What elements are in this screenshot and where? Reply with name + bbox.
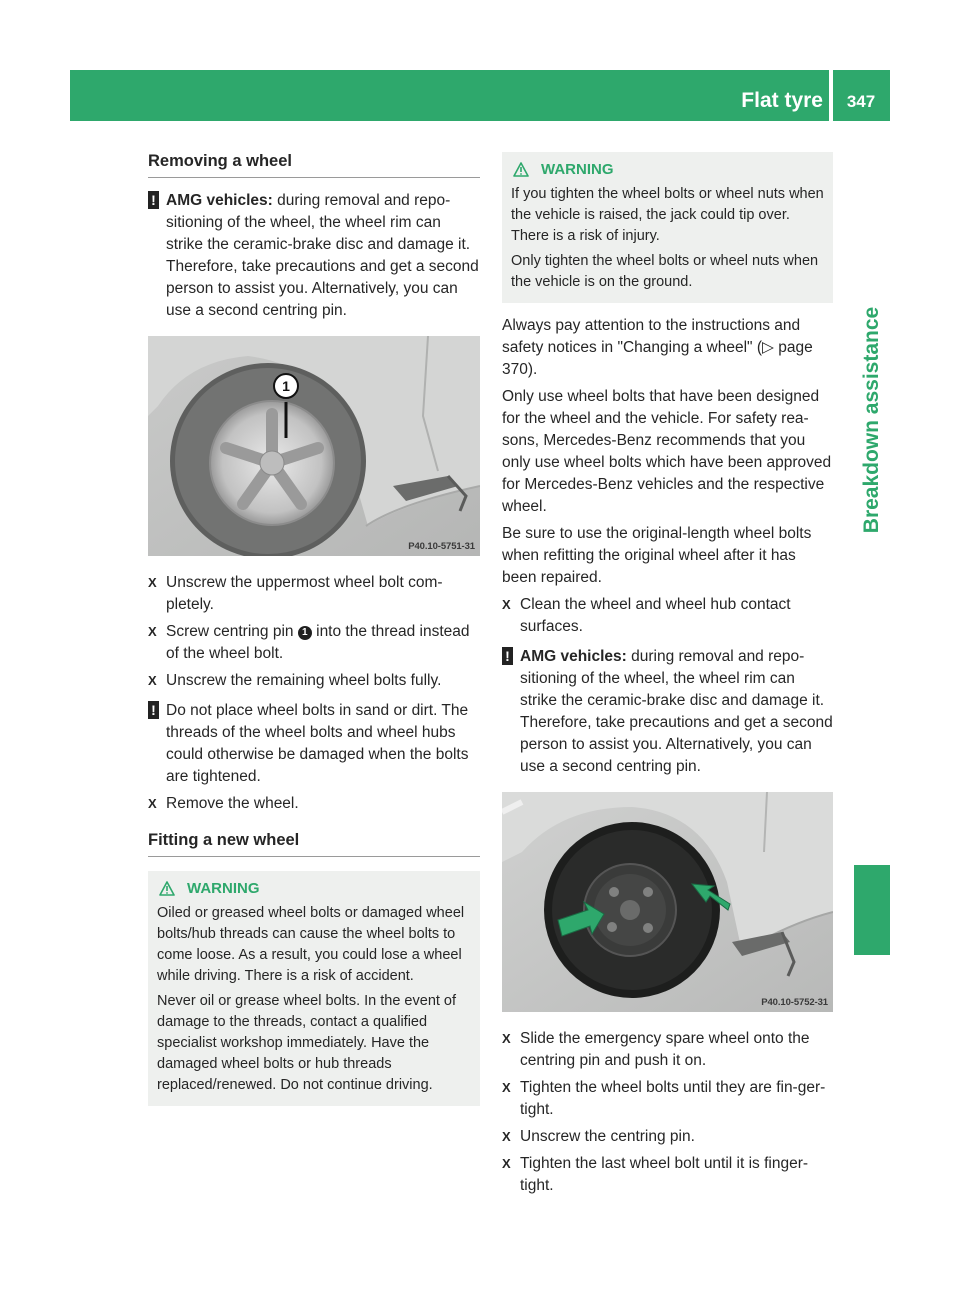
note-text: Do not place wheel bolts in sand or dirt. The threads of the wheel bolts and wheel hubs could otherwise be damaged when the bolts are tightened. [166,702,469,785]
warning-text: Never oil or grease wheel bolts. In the event of damage to the threads, contact a qualified specialist workshop immediately. Have the damaged wheel bolts or hub threads replaced/renewed. Do not continue driving. [157,993,457,1093]
note-label: AMG vehicles: [166,192,273,209]
figure-code: P40.10-5752-31 [761,997,828,1008]
step-unscrew-uppermost [148,572,480,616]
left-column [148,150,480,1118]
step-text: Unscrew the remaining wheel bolts fully. [166,672,442,689]
step-text: Unscrew the centring pin. [520,1128,695,1145]
warning-text: Only tighten the wheel bolts or wheel nuts when the vehicle is on the ground. [511,253,819,290]
figure-code: P40.10-5751-31 [408,541,475,552]
note-text: during removal and repo-sitioning of the wheel, the wheel rim can strike the ceramic-brake disc and damage it. Therefore, take precautions and get a second person to assist you. Alternatively, you can use a second centring pin. [166,192,479,319]
step-slide-spare [502,1028,833,1072]
paragraph-original-length: Be sure to use the original-length wheel bolts when refitting the original wheel after it has been repaired. [502,525,812,586]
step-tighten-finger-tight [502,1077,833,1121]
warning-triangle-icon [159,881,175,896]
warning-text: If you tighten the wheel bolts or wheel nuts when the vehicle is raised, the jack could tip over. There is a risk of injury. [511,186,824,244]
section-tab-label: Breakdown assistance [860,306,883,534]
warning-heading [157,878,472,899]
warning-box-jack-tip [502,152,833,303]
note-label: AMG vehicles: [520,648,627,665]
spare-wheel-illustration [502,792,833,1012]
section-heading-removing: Removing a wheel [148,150,480,178]
note-amg-vehicles [148,190,480,322]
warning-box-oiled-bolts [148,871,480,1106]
step-text: Slide the emergency spare wheel onto the centring pin and push it on. [520,1030,810,1069]
header-separator [829,70,833,121]
section-tab-marker [854,865,890,955]
step-marker-icon: X [148,575,157,590]
step-text: Tighten the last wheel bolt until it is finger-tight. [520,1155,809,1194]
step-text: Screw centring pin [166,623,298,640]
paragraph-approved-bolts: Only use wheel bolts that have been designed for the wheel and the vehicle. For safety rea-sons, Mercedes-Benz recommends that you only use wheel bolts which have been approved for Mercedes-Benz vehicles and the respective wheel. [502,388,832,515]
warning-title: WARNING [541,161,614,178]
paragraph-safety-notices: Always pay attention to the instructions and safety notices in "Changing a wheel" (▷ page 370). [502,317,813,378]
step-text: Clean the wheel and wheel hub contact surfaces. [520,596,791,635]
step-text: Unscrew the uppermost wheel bolt com-pletely. [166,574,443,613]
section-heading-fitting: Fitting a new wheel [148,829,480,857]
figure-callout-1: 1 [282,378,290,394]
step-tighten-last-bolt [502,1153,833,1197]
note-amg-vehicles-2 [502,646,833,778]
step-remove-wheel [148,793,480,815]
note-text: during removal and repo-sitioning of the wheel, the wheel rim can strike the ceramic-brake disc and damage it. Therefore, take precautions and get a second person to assist you. Alternatively, you can use a second centring pin. [520,648,833,775]
page-title: Flat tyre [741,89,823,112]
warning-text: Oiled or greased wheel bolts or damaged wheel bolts/hub threads can cause the wheel bolts to come loose. As a result, you could lose a wheel while driving. There is a risk of accident. [157,905,465,984]
figure-spare-wheel-fitting [502,792,833,1012]
step-marker-icon: X [148,624,157,639]
step-marker-icon: X [502,1031,511,1046]
step-clean-surfaces [502,594,833,638]
step-marker-icon: X [502,1080,511,1095]
step-unscrew-centring-pin [502,1126,833,1148]
step-text: Tighten the wheel bolts until they are fin-ger-tight. [520,1079,826,1118]
step-marker-icon: X [148,673,157,688]
step-screw-centring-pin [148,621,480,665]
warning-triangle-icon [513,162,529,177]
step-marker-icon: X [502,597,511,612]
note-sand-dirt [148,700,480,788]
step-text: into the thread instead of the wheel bolt. [166,623,470,662]
wheel-removal-illustration [148,336,480,556]
figure-wheel-removal [148,336,480,556]
right-column [502,150,833,1202]
step-text: Remove the wheel. [166,795,299,812]
page-number: 347 [846,92,876,111]
caution-icon: ! [148,191,159,209]
callout-ref-1-icon: 1 [298,626,312,640]
caution-icon: ! [502,647,513,665]
step-marker-icon: X [502,1156,511,1171]
step-marker-icon: X [148,796,157,811]
caution-icon: ! [148,701,159,719]
warning-heading [511,159,825,180]
step-unscrew-remaining [148,670,480,692]
warning-title: WARNING [187,880,260,897]
step-marker-icon: X [502,1129,511,1144]
